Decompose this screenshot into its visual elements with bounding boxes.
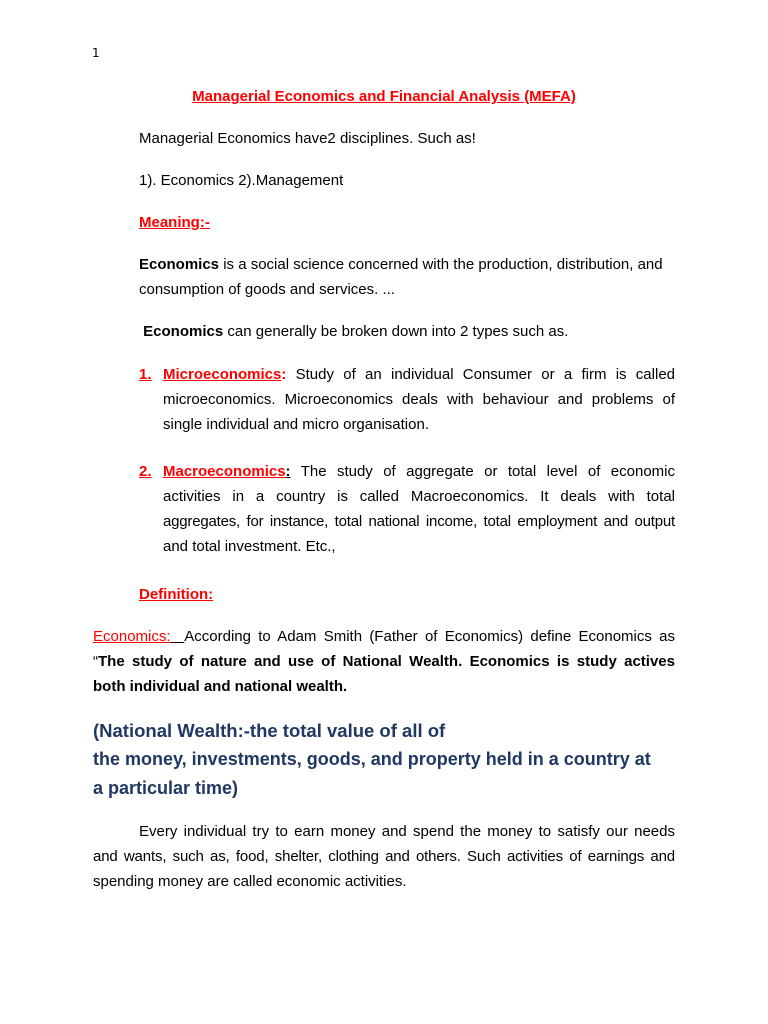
- activities-paragraph: [93, 819, 675, 894]
- item-text: single individual and micro organisation.: [163, 416, 429, 433]
- meaning-paragraph-line-2: consumption of goods and services. ...: [139, 281, 395, 298]
- national-wealth-note: [93, 716, 693, 803]
- term-macroeconomics: Macroeconomics: [163, 463, 286, 480]
- item-text: activities in a country is called Macroeconomics. It deals with total: [163, 488, 675, 505]
- intro-text: Managerial Economics have2 disciplines. Such as!: [139, 130, 476, 147]
- definition-text: According to Adam Smith (Father of Economics) define Economics as: [184, 628, 676, 645]
- national-wealth-line-3: a particular time): [93, 778, 239, 798]
- definition-paragraph: Economics: According to Adam Smith (Father of Economics) define Economics as “The study of nature and use of National Wealth. Economics is study actives both individual and national wealth.: [93, 624, 675, 699]
- document-title: Managerial Economics and Financial Analysis (MEFA): [192, 88, 576, 105]
- page-number: 1: [92, 46, 100, 60]
- national-wealth-line-2: the money, investments, goods, and property held in a country at: [93, 749, 651, 769]
- definition-heading: Definition:: [139, 586, 214, 603]
- item-text: microeconomics. Microeconomics deals with behaviour and problems of: [163, 391, 675, 408]
- activities-line-1: Every individual try to earn money and spend the money to satisfy our needs: [139, 823, 675, 840]
- definition-quote-end: both individual and national wealth.: [93, 678, 348, 695]
- definition-quote: The study of nature and use of National Wealth. Economics is study actives: [98, 653, 675, 670]
- item-text: aggregates, for instance, total national income, total employment and output: [163, 513, 675, 530]
- disciplines-list: 1). Economics 2).Management: [139, 172, 344, 189]
- activities-line-3: spending money are called economic activities.: [93, 873, 407, 890]
- list-number: 2.: [139, 463, 152, 480]
- definition-term: Economics: [93, 628, 167, 645]
- meaning-paragraph-line-1: [139, 252, 663, 277]
- meaning-text: is a social science concerned with the production, distribution, and: [219, 256, 663, 273]
- activities-line-2: and wants, such as, food, shelter, clothing and others. Such activities of earnings and: [93, 848, 675, 865]
- economics-term: Economics: [143, 323, 224, 340]
- national-wealth-line-1: (National Wealth:-the total value of all of: [93, 720, 446, 741]
- list-number: 1.: [139, 366, 152, 383]
- term-microeconomics: Microeconomics: [163, 366, 282, 383]
- item-text: and total investment. Etc.,: [163, 538, 336, 555]
- item-text: Study of an individual Consumer or a firm is called: [286, 366, 675, 383]
- meaning-heading: Meaning:-: [139, 214, 210, 231]
- item-text: The study of aggregate or total level of economic: [290, 463, 675, 480]
- types-paragraph: [139, 319, 568, 344]
- economics-term: Economics: [139, 256, 220, 273]
- types-text: can generally be broken down into 2 types such as.: [223, 323, 569, 340]
- document-page: 1 Managerial Economics and Financial Analysis (MEFA) Managerial Economics have2 disciplines. Such as! 1). Economics 2).Management Meaning:- Economics is a social science concerned with the production, distribution, and consumption of goods and services. ... Economics can generally be broken down into 2 types such as. 1. Microeconomics: Study of an individual Consumer or a firm is called microeconomics. Microeconomics deals with behaviour and problems of single individual and micro organisation. 2. Macroeconomics: The study of aggregate or total level of economic activities in a country is called Macroeconomics. It deals with total aggregates, for instance, total national income, total employment and output and total investment. Etc., Definition: Economics: According to Adam Smith (Father of Economics) define Economics as “The study of nature and use of National Wealth. Economics is study actives both individual and national wealth. (National Wealth:-the total value of all of the money, investments, goods, and property held in a country at a particular time) Every individual try to earn money and spend the money to satisfy our needs and wants, such as, food, shelter, clothing and others. Such activities of earnings and spending money are called economic activities.: [0, 0, 768, 1024]
